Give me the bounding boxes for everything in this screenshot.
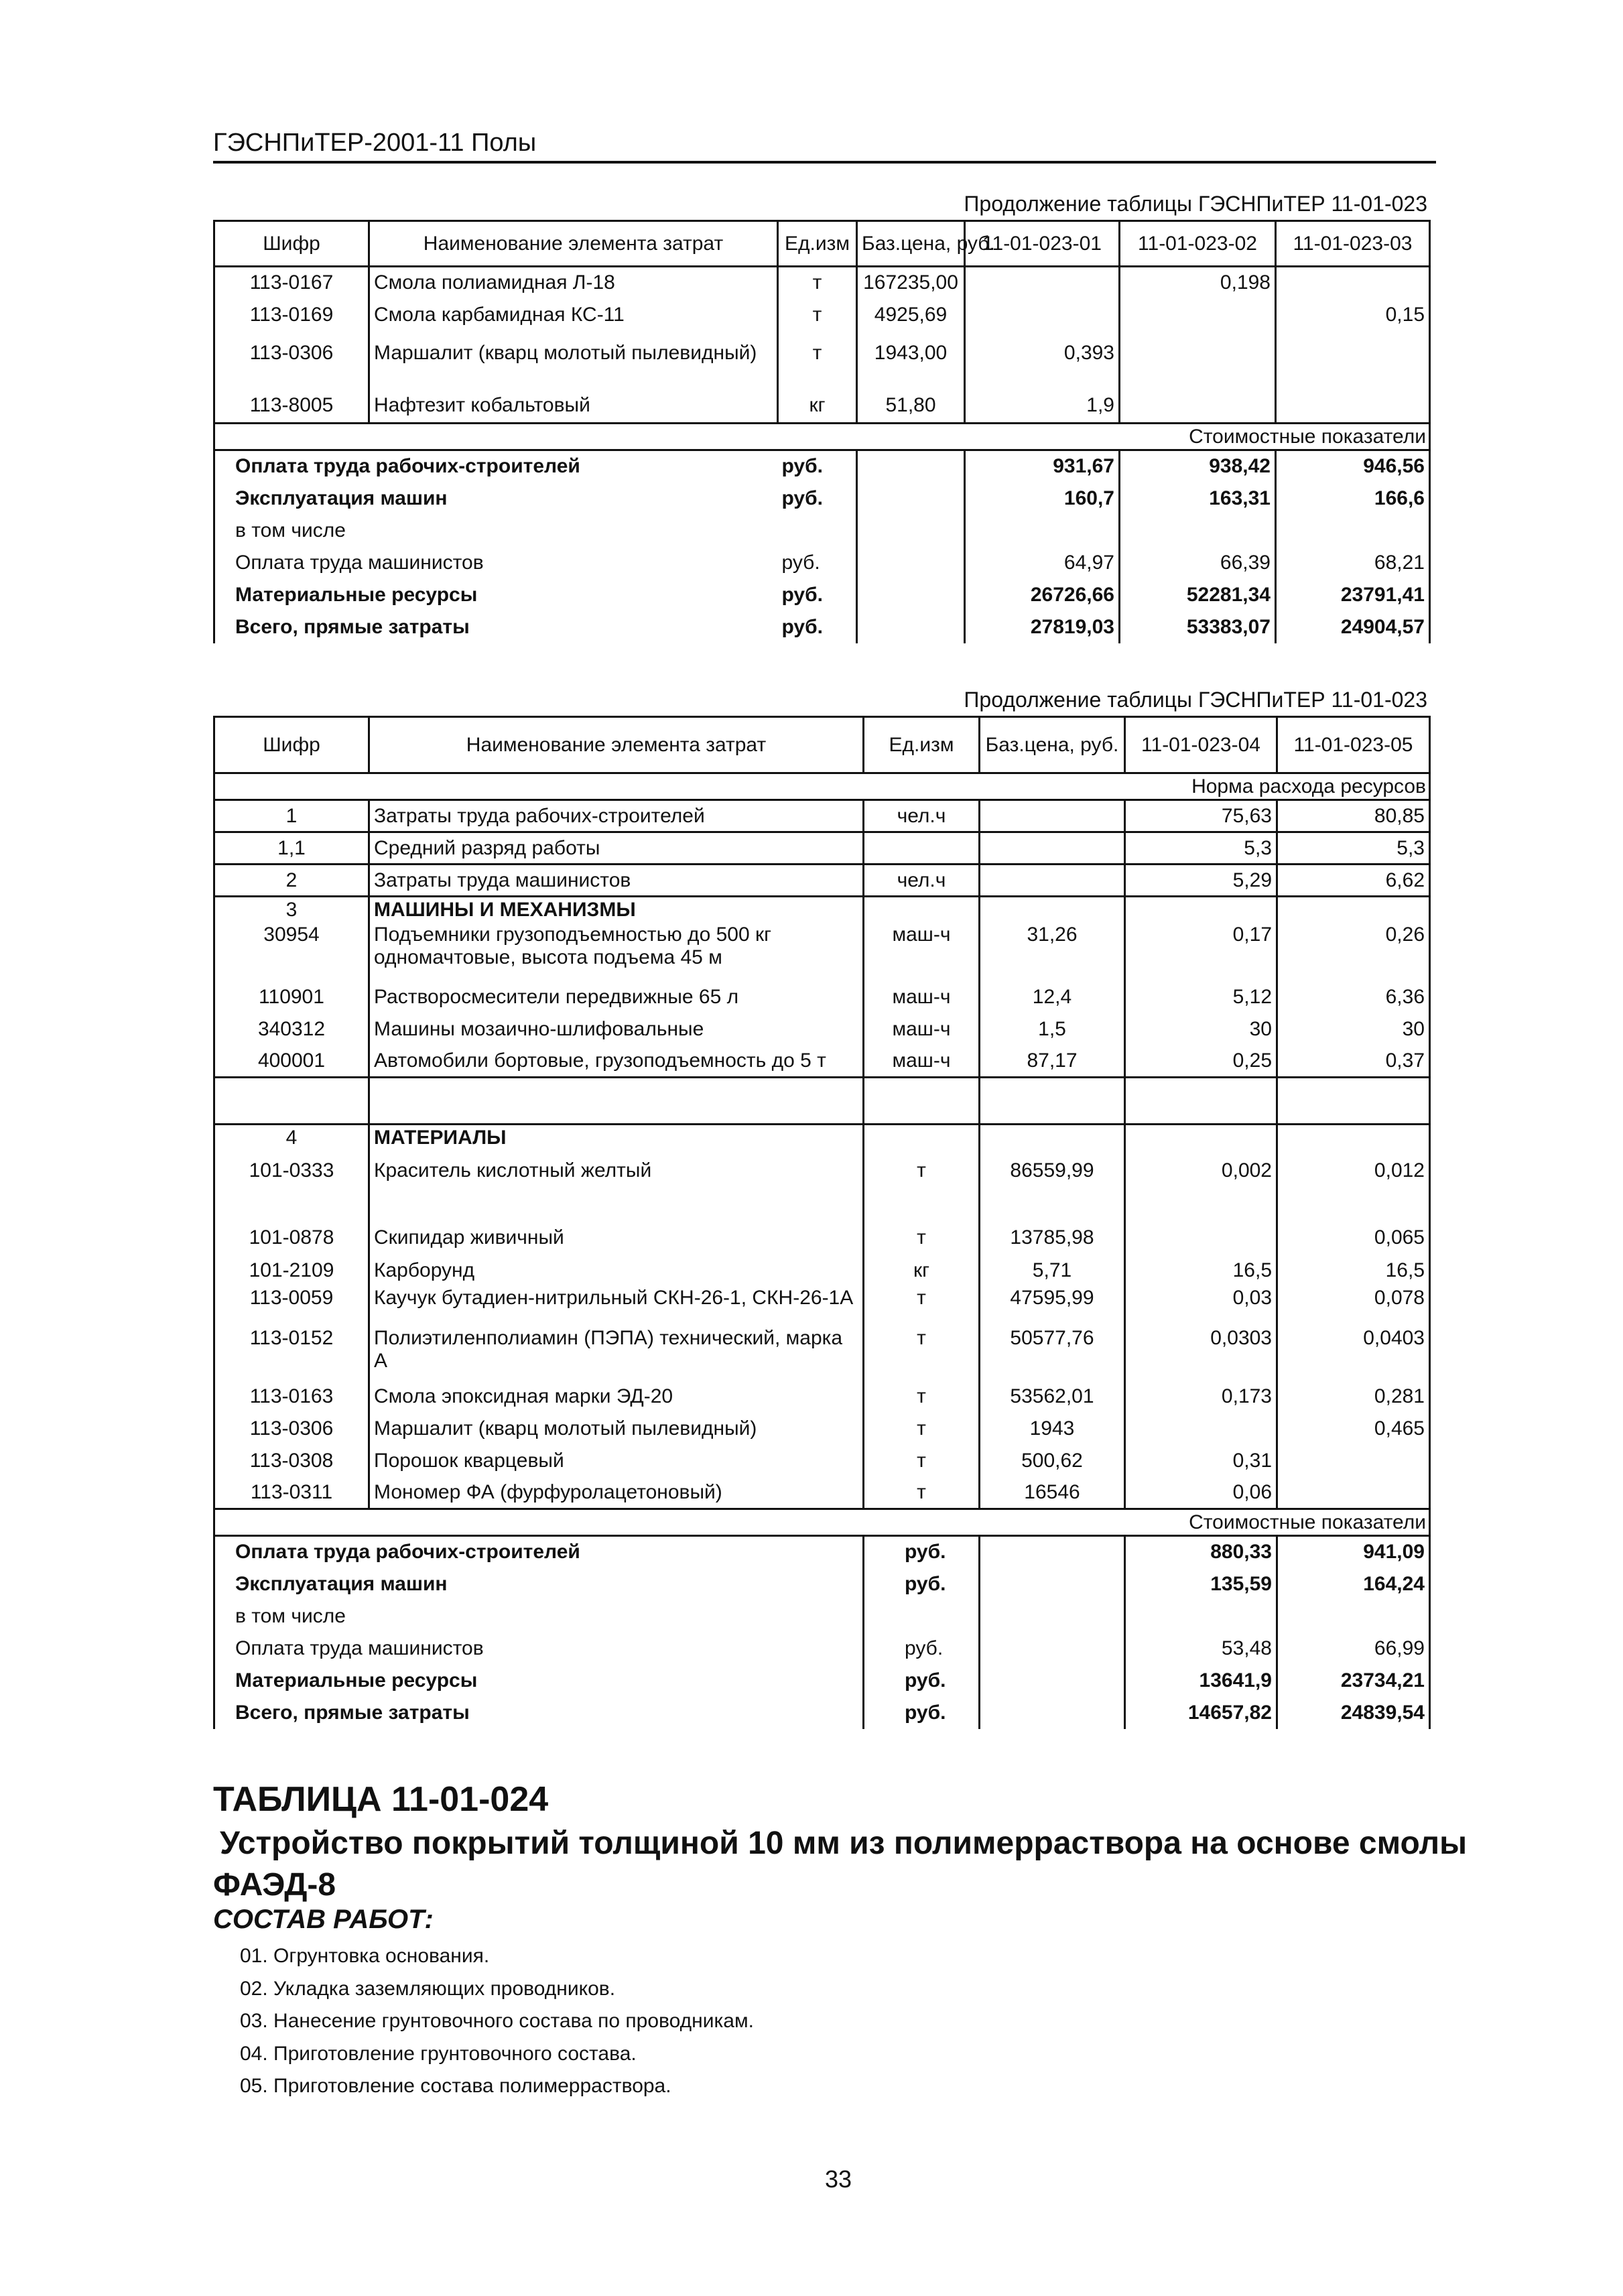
value-cell: 16,5	[1125, 1255, 1277, 1287]
table2	[213, 716, 1431, 1729]
code-cell: 101-0878	[214, 1196, 369, 1255]
work-item: 01. Огрунтовка основания.	[240, 1945, 490, 1967]
value-cell	[965, 515, 1120, 547]
total-row	[214, 1536, 1430, 1568]
name-cell: Полиэтиленполиамин (ПЭПА) технический, марка А	[369, 1327, 864, 1381]
table-row	[214, 1013, 1430, 1045]
total-name-cell: Эксплуатация машин	[214, 483, 778, 515]
name-cell: Нафтезит кобальтовый	[369, 378, 778, 424]
value-cell: 24904,57	[1276, 611, 1430, 643]
value-cell: 5,12	[1125, 981, 1277, 1013]
col-header-v5: 11-01-023-05	[1277, 717, 1430, 773]
group-heading: МАТЕРИАЛЫ	[369, 1125, 864, 1151]
unit-cell: маш-ч	[864, 981, 980, 1013]
value-cell	[1277, 897, 1430, 923]
value-cell: 0,012	[1277, 1151, 1430, 1196]
value-cell: 5,29	[1125, 865, 1277, 897]
table2-resource-rows	[214, 800, 1430, 1509]
price-cell: 500,62	[980, 1445, 1125, 1477]
value-cell	[1125, 1125, 1277, 1151]
unit-cell	[864, 832, 980, 865]
empty-cell	[369, 1078, 864, 1125]
value-cell	[1277, 1445, 1430, 1477]
unit-cell: маш-ч	[864, 923, 980, 981]
code-cell: 113-0169	[214, 299, 369, 331]
code-cell: 1,1	[214, 832, 369, 865]
name-cell: Средний разряд работы	[369, 832, 864, 865]
value-cell	[1120, 331, 1276, 378]
value-cell: 27819,03	[965, 611, 1120, 643]
price-cell: 31,26	[980, 923, 1125, 981]
total-row	[214, 579, 1430, 611]
code-cell: 113-0059	[214, 1287, 369, 1327]
price-cell	[980, 1697, 1125, 1729]
value-cell: 164,24	[1277, 1568, 1430, 1600]
table-row	[214, 1445, 1430, 1477]
value-cell: 946,56	[1276, 450, 1430, 483]
table1	[213, 220, 1431, 643]
name-cell: Затраты труда рабочих-строителей	[369, 800, 864, 832]
col-header-v4: 11-01-023-04	[1125, 717, 1277, 773]
value-cell	[1276, 331, 1430, 378]
value-cell: 0,17	[1125, 923, 1277, 981]
unit-cell: руб.	[778, 611, 857, 643]
name-cell: Маршалит (кварц молотый пылевидный)	[369, 331, 778, 378]
code-cell: 4	[214, 1125, 369, 1151]
table1-caption: Продолжение таблицы ГЭСНПиТЕР 11-01-023	[964, 192, 1427, 216]
value-cell	[965, 299, 1120, 331]
value-cell	[965, 267, 1120, 299]
total-name-cell: Оплата труда рабочих-строителей	[214, 450, 778, 483]
table1-resource-rows	[214, 267, 1430, 424]
unit-cell: т	[864, 1287, 980, 1327]
unit-cell: т	[778, 267, 857, 299]
price-cell: 16546	[980, 1477, 1125, 1509]
value-cell: 0,173	[1125, 1381, 1277, 1413]
group-heading-row	[214, 897, 1430, 923]
value-cell: 64,97	[965, 547, 1120, 579]
value-cell: 6,62	[1277, 865, 1430, 897]
value-cell	[1125, 1600, 1277, 1633]
name-cell: Подъемники грузоподъемностью до 500 кг одномачтовые, высота подъема 45 м	[369, 923, 864, 981]
table2-cost-rows	[214, 1509, 1430, 1729]
unit-cell: руб.	[864, 1697, 980, 1729]
price-cell: 167235,00	[857, 267, 965, 299]
price-cell	[980, 1568, 1125, 1600]
document-header: ГЭСНПиТЕР-2001-11 Полы	[213, 127, 1436, 164]
value-cell: 1,9	[965, 378, 1120, 424]
price-cell: 5,71	[980, 1255, 1125, 1287]
col-header-v3: 11-01-023-03	[1276, 221, 1430, 267]
code-cell: 30954	[214, 923, 369, 981]
value-cell: 23791,41	[1276, 579, 1430, 611]
price-cell: 87,17	[980, 1045, 1125, 1078]
value-cell	[1276, 267, 1430, 299]
unit-cell: маш-ч	[864, 1045, 980, 1078]
empty-cell	[1125, 1078, 1277, 1125]
code-cell: 101-0333	[214, 1151, 369, 1196]
name-cell: Порошок кварцевый	[369, 1445, 864, 1477]
table-row	[214, 267, 1430, 299]
name-cell: Растворосмесители передвижные 65 л	[369, 981, 864, 1013]
name-cell: Машины мозаично-шлифовальные	[369, 1013, 864, 1045]
col-header-v1: 11-01-023-01	[965, 221, 1120, 267]
unit-cell: т	[778, 299, 857, 331]
table-row	[214, 1151, 1430, 1196]
unit-cell: т	[864, 1445, 980, 1477]
price-cell: 13785,98	[980, 1196, 1125, 1255]
price-cell	[980, 832, 1125, 865]
value-cell: 160,7	[965, 483, 1120, 515]
total-row	[214, 450, 1430, 483]
price-cell: 1,5	[980, 1013, 1125, 1045]
unit-cell: т	[864, 1327, 980, 1381]
price-cell	[857, 611, 965, 643]
table-row	[214, 865, 1430, 897]
price-cell: 53562,01	[980, 1381, 1125, 1413]
name-cell: Каучук бутадиен-нитрильный СКН-26-1, СКН-26-1А	[369, 1287, 864, 1327]
value-cell: 0,03	[1125, 1287, 1277, 1327]
value-cell	[1125, 897, 1277, 923]
work-item: 03. Нанесение грунтовочного состава по проводникам.	[240, 2010, 754, 2032]
table-subtitle: Устройство покрытий толщиной 10 мм из полимерраствора на основе смолы ФАЭД-8	[213, 1826, 1468, 1903]
code-cell: 1	[214, 800, 369, 832]
name-cell: Мономер ФА (фурфуролацетоновый)	[369, 1477, 864, 1509]
value-cell: 0,198	[1120, 267, 1276, 299]
unit-cell	[778, 515, 857, 547]
table-row	[214, 832, 1430, 865]
group-heading-row	[214, 1125, 1430, 1151]
price-cell	[857, 450, 965, 483]
value-cell: 931,67	[965, 450, 1120, 483]
unit-cell: маш-ч	[864, 1013, 980, 1045]
price-cell: 1943	[980, 1413, 1125, 1445]
table-row	[214, 331, 1430, 378]
value-cell	[1120, 378, 1276, 424]
price-cell	[980, 1665, 1125, 1697]
total-name-cell: Оплата труда рабочих-строителей	[214, 1536, 864, 1568]
value-cell: 53383,07	[1120, 611, 1276, 643]
col-header-code: Шифр	[214, 717, 369, 773]
value-cell: 938,42	[1120, 450, 1276, 483]
unit-cell: руб.	[778, 483, 857, 515]
section-row	[214, 1509, 1430, 1536]
value-cell: 0,281	[1277, 1381, 1430, 1413]
value-cell	[1125, 1413, 1277, 1445]
value-cell: 0,002	[1125, 1151, 1277, 1196]
empty-cell	[1277, 1078, 1430, 1125]
price-cell	[857, 547, 965, 579]
unit-cell: т	[864, 1413, 980, 1445]
value-cell: 26726,66	[965, 579, 1120, 611]
table-row	[214, 378, 1430, 424]
value-cell: 23734,21	[1277, 1665, 1430, 1697]
section-label: Стоимостные показатели	[214, 1509, 1430, 1536]
total-row	[214, 1697, 1430, 1729]
total-name-cell: в том числе	[214, 1600, 864, 1633]
value-cell: 0,0403	[1277, 1327, 1430, 1381]
table-row	[214, 1477, 1430, 1509]
table-row	[214, 1381, 1430, 1413]
unit-cell: руб.	[864, 1536, 980, 1568]
code-cell: 113-0311	[214, 1477, 369, 1509]
name-cell: Смола эпоксидная марки ЭД-20	[369, 1381, 864, 1413]
total-name-cell: Материальные ресурсы	[214, 579, 778, 611]
col-header-unit: Ед.изм	[864, 717, 980, 773]
value-cell: 52281,34	[1120, 579, 1276, 611]
empty-cell	[980, 1078, 1125, 1125]
code-cell: 113-0306	[214, 1413, 369, 1445]
table-title: ТАБЛИЦА 11-01-024	[213, 1780, 549, 1819]
value-cell: 166,6	[1276, 483, 1430, 515]
value-cell	[1276, 378, 1430, 424]
spacer-row	[214, 1078, 1430, 1125]
code-cell: 2	[214, 865, 369, 897]
total-row	[214, 1600, 1430, 1633]
unit-cell: т	[864, 1151, 980, 1196]
unit-cell: руб.	[864, 1568, 980, 1600]
unit-cell: т	[864, 1196, 980, 1255]
value-cell: 68,21	[1276, 547, 1430, 579]
name-cell: Затраты труда машинистов	[369, 865, 864, 897]
price-cell: 50577,76	[980, 1327, 1125, 1381]
code-cell: 113-0306	[214, 331, 369, 378]
value-cell: 0,065	[1277, 1196, 1430, 1255]
unit-cell: т	[778, 331, 857, 378]
total-row	[214, 611, 1430, 643]
price-cell	[857, 579, 965, 611]
unit-cell: чел.ч	[864, 865, 980, 897]
unit-cell	[864, 1600, 980, 1633]
value-cell: 163,31	[1120, 483, 1276, 515]
value-cell: 5,3	[1277, 832, 1430, 865]
total-name-cell: Материальные ресурсы	[214, 1665, 864, 1697]
table1-cost-rows	[214, 424, 1430, 643]
unit-cell: руб.	[864, 1665, 980, 1697]
value-cell: 16,5	[1277, 1255, 1430, 1287]
total-name-cell: Эксплуатация машин	[214, 1568, 864, 1600]
value-cell: 14657,82	[1125, 1697, 1277, 1729]
value-cell: 66,39	[1120, 547, 1276, 579]
unit-cell: кг	[864, 1255, 980, 1287]
code-cell: 113-0167	[214, 267, 369, 299]
total-name-cell: Оплата труда машинистов	[214, 1633, 864, 1665]
value-cell	[1120, 515, 1276, 547]
total-name-cell: Всего, прямые затраты	[214, 1697, 864, 1729]
table-row	[214, 1045, 1430, 1078]
price-cell	[980, 1600, 1125, 1633]
name-cell: Скипидар живичный	[369, 1196, 864, 1255]
code-cell: 113-8005	[214, 378, 369, 424]
value-cell: 0,465	[1277, 1413, 1430, 1445]
value-cell: 0,37	[1277, 1045, 1430, 1078]
total-name-cell: Всего, прямые затраты	[214, 611, 778, 643]
value-cell	[1120, 299, 1276, 331]
value-cell	[1276, 515, 1430, 547]
code-cell: 3	[214, 897, 369, 923]
page-number: 33	[824, 2165, 852, 2193]
empty-cell	[214, 1078, 369, 1125]
code-cell: 110901	[214, 981, 369, 1013]
col-header-code: Шифр	[214, 221, 369, 267]
price-cell	[980, 1125, 1125, 1151]
price-cell	[980, 1536, 1125, 1568]
value-cell: 941,09	[1277, 1536, 1430, 1568]
value-cell	[1277, 1600, 1430, 1633]
name-cell: Смола полиамидная Л-18	[369, 267, 778, 299]
name-cell: Автомобили бортовые, грузоподъемность до 5 т	[369, 1045, 864, 1078]
unit-cell: руб.	[778, 450, 857, 483]
work-item: 05. Приготовление состава полимерраствора.	[240, 2075, 671, 2097]
works-list	[240, 1940, 754, 2103]
value-cell	[1277, 1477, 1430, 1509]
unit-cell	[864, 1125, 980, 1151]
total-row	[214, 515, 1430, 547]
work-item: 02. Укладка заземляющих проводников.	[240, 1977, 616, 2000]
work-item: 04. Приготовление грунтовочного состава.	[240, 2042, 637, 2065]
code-cell: 113-0308	[214, 1445, 369, 1477]
price-cell	[980, 1633, 1125, 1665]
value-cell: 0,06	[1125, 1477, 1277, 1509]
col-header-price: Баз.цена, руб.	[980, 717, 1125, 773]
unit-cell: руб.	[778, 579, 857, 611]
price-cell: 4925,69	[857, 299, 965, 331]
price-cell	[857, 515, 965, 547]
code-cell: 340312	[214, 1013, 369, 1045]
value-cell: 0,078	[1277, 1287, 1430, 1327]
price-cell: 51,80	[857, 378, 965, 424]
unit-cell	[864, 897, 980, 923]
price-cell: 1943,00	[857, 331, 965, 378]
group-heading: МАШИНЫ И МЕХАНИЗМЫ	[369, 897, 864, 923]
price-cell: 86559,99	[980, 1151, 1125, 1196]
total-row	[214, 547, 1430, 579]
table-row	[214, 981, 1430, 1013]
total-row	[214, 1568, 1430, 1600]
value-cell: 0,0303	[1125, 1327, 1277, 1381]
table-row	[214, 1287, 1430, 1327]
total-name-cell: в том числе	[214, 515, 778, 547]
value-cell: 135,59	[1125, 1568, 1277, 1600]
code-cell: 113-0163	[214, 1381, 369, 1413]
table-row	[214, 923, 1430, 981]
value-cell: 0,393	[965, 331, 1120, 378]
price-cell	[980, 865, 1125, 897]
unit-cell: руб.	[778, 547, 857, 579]
total-row	[214, 1633, 1430, 1665]
price-cell: 12,4	[980, 981, 1125, 1013]
total-row	[214, 483, 1430, 515]
value-cell: 0,31	[1125, 1445, 1277, 1477]
code-cell: 113-0152	[214, 1327, 369, 1381]
price-cell	[857, 483, 965, 515]
value-cell	[1125, 1196, 1277, 1255]
unit-cell: руб.	[864, 1633, 980, 1665]
price-cell	[980, 800, 1125, 832]
value-cell: 24839,54	[1277, 1697, 1430, 1729]
value-cell: 53,48	[1125, 1633, 1277, 1665]
empty-cell	[864, 1078, 980, 1125]
section-label: Стоимостные показатели	[214, 424, 1430, 450]
table-row	[214, 1255, 1430, 1287]
total-row	[214, 1665, 1430, 1697]
value-cell	[1277, 1125, 1430, 1151]
total-name-cell: Оплата труда машинистов	[214, 547, 778, 579]
value-cell: 13641,9	[1125, 1665, 1277, 1697]
value-cell: 30	[1125, 1013, 1277, 1045]
value-cell: 880,33	[1125, 1536, 1277, 1568]
name-cell: Маршалит (кварц молотый пылевидный)	[369, 1413, 864, 1445]
value-cell: 66,99	[1277, 1633, 1430, 1665]
value-cell: 5,3	[1125, 832, 1277, 865]
value-cell: 75,63	[1125, 800, 1277, 832]
code-cell: 400001	[214, 1045, 369, 1078]
table-row	[214, 800, 1430, 832]
col-header-unit: Ед.изм	[778, 221, 857, 267]
name-cell: Карборунд	[369, 1255, 864, 1287]
col-header-name: Наименование элемента затрат	[369, 221, 778, 267]
unit-cell: кг	[778, 378, 857, 424]
code-cell: 101-2109	[214, 1255, 369, 1287]
table-row	[214, 1196, 1430, 1255]
table-row	[214, 1327, 1430, 1381]
section-row	[214, 424, 1430, 450]
norm-label: Норма расхода ресурсов	[214, 773, 1430, 800]
price-cell: 47595,99	[980, 1287, 1125, 1327]
value-cell: 80,85	[1277, 800, 1430, 832]
value-cell: 0,15	[1276, 299, 1430, 331]
value-cell: 0,26	[1277, 923, 1430, 981]
table-row	[214, 1413, 1430, 1445]
name-cell: Смола карбамидная КС-11	[369, 299, 778, 331]
col-header-name: Наименование элемента затрат	[369, 717, 864, 773]
unit-cell: т	[864, 1381, 980, 1413]
unit-cell: чел.ч	[864, 800, 980, 832]
table2-caption: Продолжение таблицы ГЭСНПиТЕР 11-01-023	[964, 688, 1427, 712]
unit-cell: т	[864, 1477, 980, 1509]
col-header-price: Баз.цена, руб.	[857, 221, 965, 267]
works-heading: СОСТАВ РАБОТ:	[213, 1905, 434, 1934]
table-row	[214, 299, 1430, 331]
value-cell: 30	[1277, 1013, 1430, 1045]
col-header-v2: 11-01-023-02	[1120, 221, 1276, 267]
value-cell: 6,36	[1277, 981, 1430, 1013]
name-cell: Краситель кислотный желтый	[369, 1151, 864, 1196]
value-cell: 0,25	[1125, 1045, 1277, 1078]
price-cell	[980, 897, 1125, 923]
